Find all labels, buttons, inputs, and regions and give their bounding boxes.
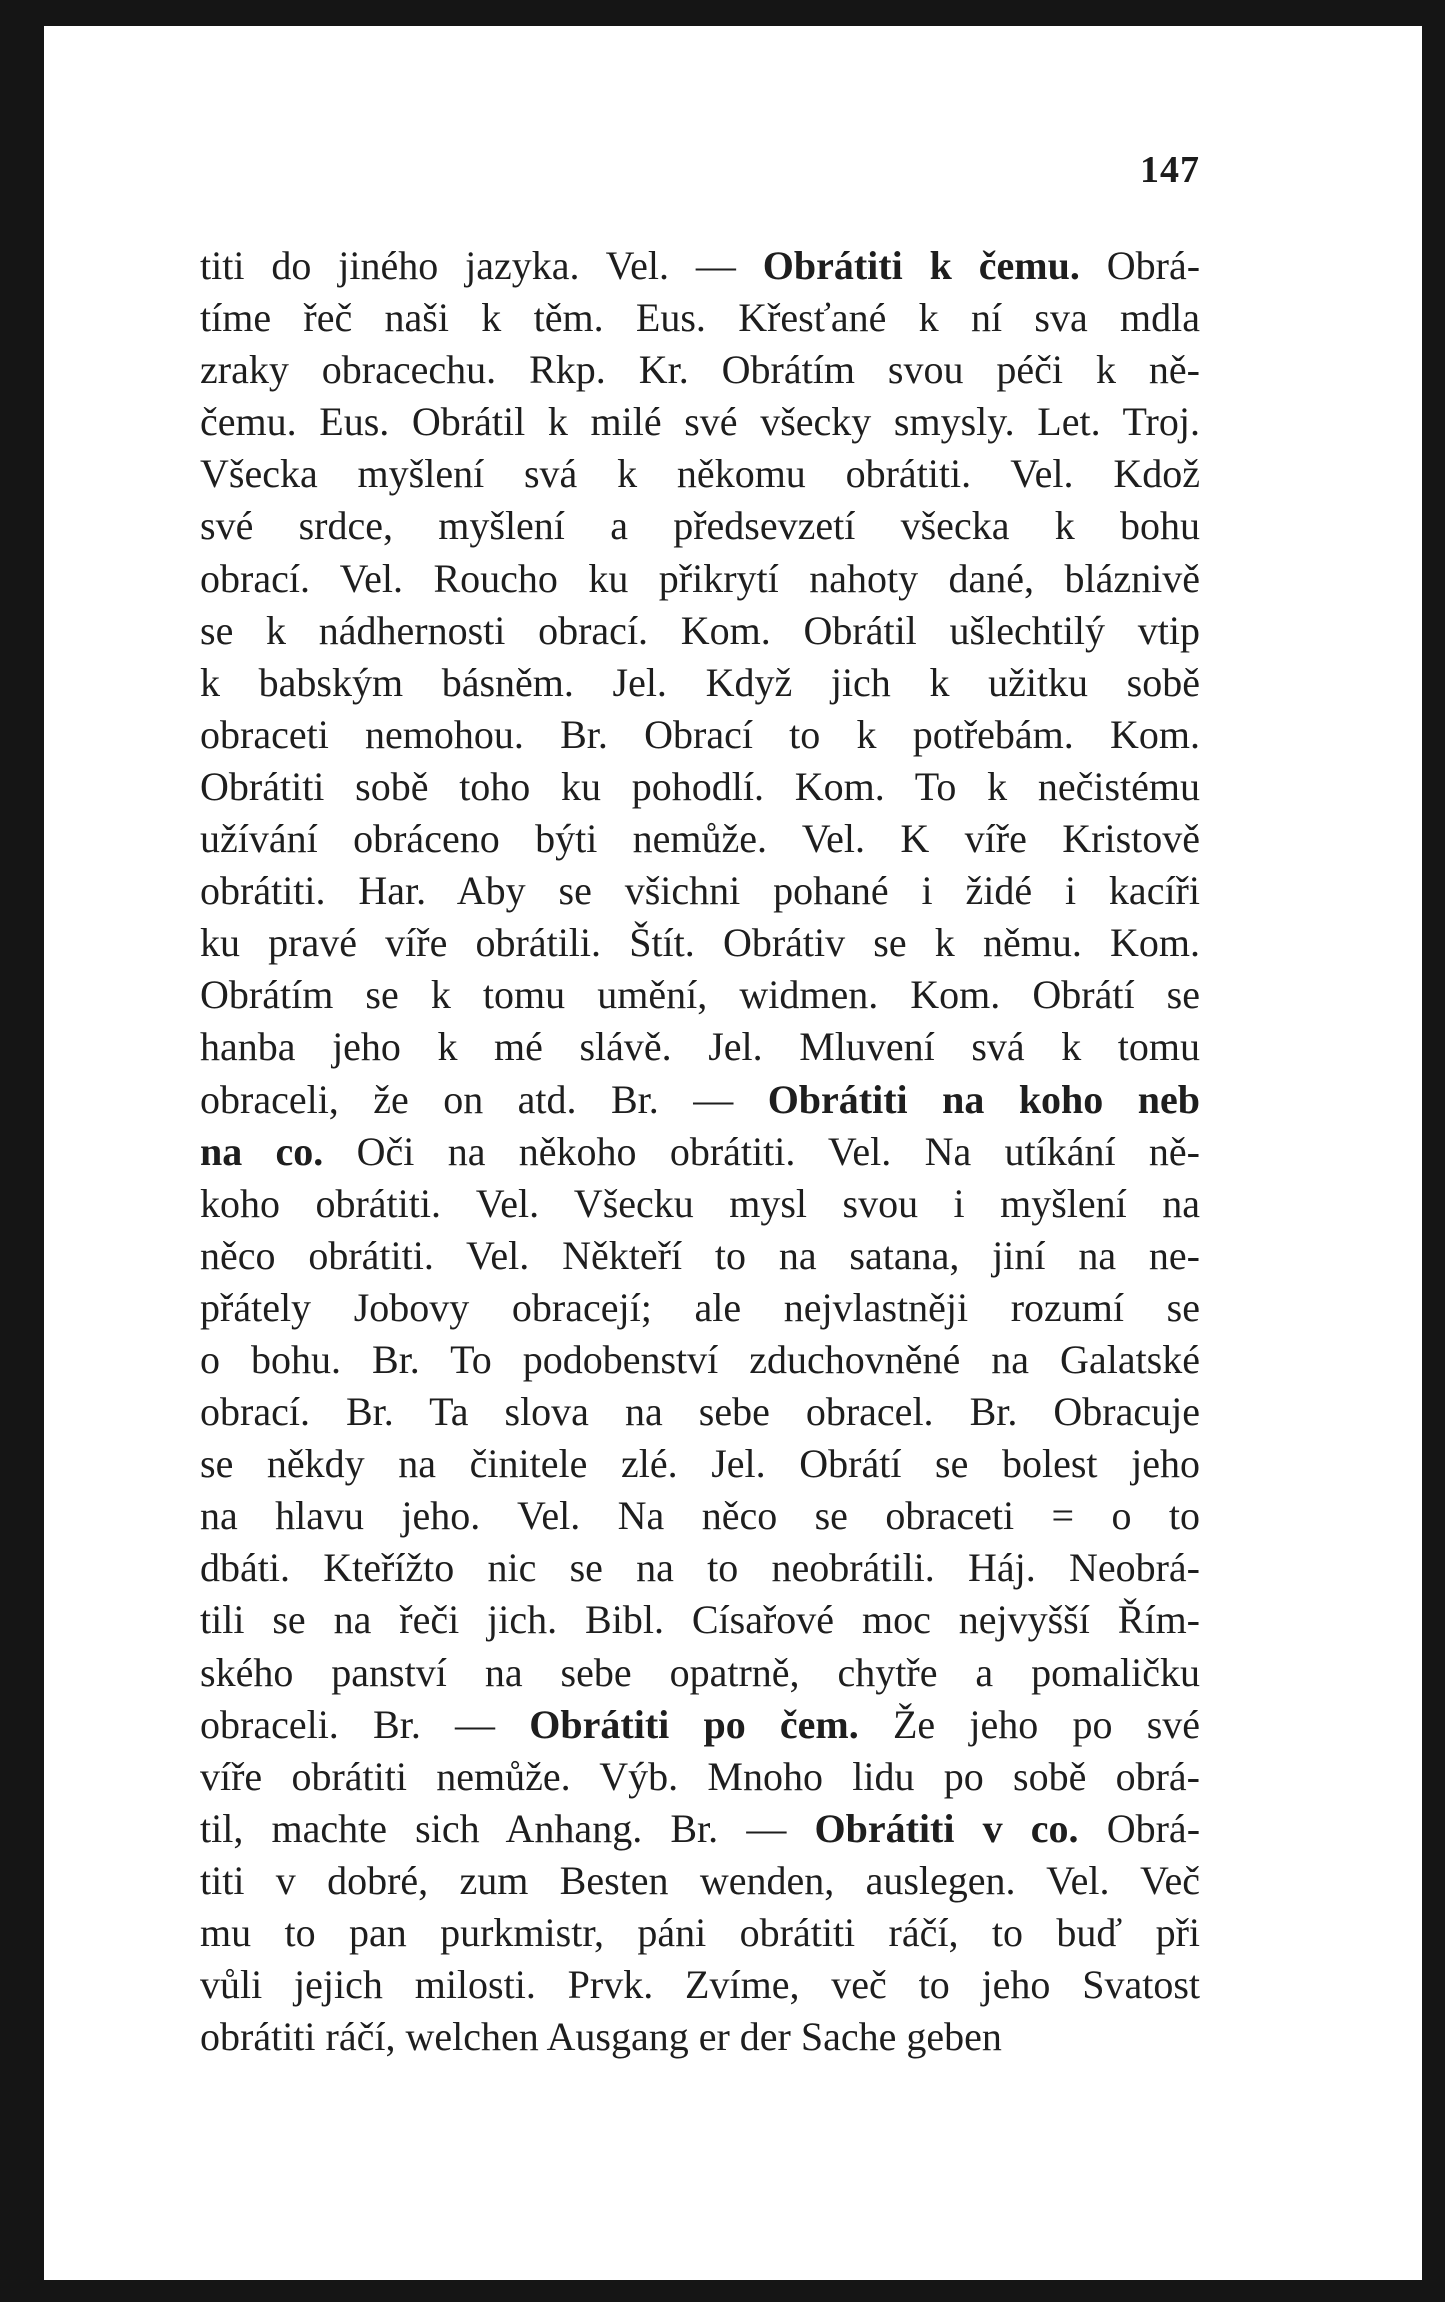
text-line	[200, 1647, 1200, 1699]
text-segment: obraceli. Br. —	[200, 1701, 530, 1747]
entry-heading: Obrátiti na koho neb	[767, 1076, 1201, 1122]
text-line	[200, 1438, 1200, 1490]
text-segment: něco obrátiti. Vel. Někteří to na satana, jiní na ne-	[200, 1232, 1200, 1278]
text-segment: Oči na někoho obrátiti. Vel. Na utíkání ně-	[323, 1128, 1200, 1174]
text-line	[200, 865, 1200, 917]
text-segment: víře obrátiti nemůže. Výb. Mnoho lidu po sobě obrá-	[200, 1753, 1200, 1799]
text-segment: na hlavu jeho. Vel. Na něco se obraceti = o to	[200, 1493, 1200, 1539]
text-line	[200, 344, 1200, 396]
text-line	[200, 1855, 1200, 1907]
text-line	[200, 1699, 1200, 1751]
text-segment: tili se na řeči jich. Bibl. Císařové moc nejvyšší Řím-	[200, 1597, 1200, 1643]
entry-heading: Obrátiti v co.	[814, 1805, 1079, 1851]
text-line	[200, 1907, 1200, 1959]
text-line	[200, 448, 1200, 500]
text-line	[200, 917, 1200, 969]
text-line	[200, 553, 1200, 605]
text-segment: titi v dobré, zum Besten wenden, auslegen. Vel. Več	[200, 1857, 1200, 1903]
text-segment: se někdy na činitele zlé. Jel. Obrátí se bolest jeho	[200, 1441, 1200, 1487]
text-segment: dbáti. Kteřížto nic se na to neobrátili. Háj. Neobrá-	[200, 1545, 1200, 1591]
text-line	[200, 969, 1200, 1021]
text-segment: ku pravé víře obrátili. Štít. Obrátiv se k němu. Kom.	[200, 920, 1200, 966]
text-line	[200, 1959, 1200, 2011]
text-segment: obrací. Br. Ta slova na sebe obracel. Br. Obracuje	[200, 1389, 1200, 1435]
text-segment: své srdce, myšlení a předsevzetí všecka k bohu	[200, 503, 1200, 549]
text-line	[200, 605, 1200, 657]
text-line	[200, 813, 1200, 865]
text-segment: obraceli, že on atd. Br. —	[200, 1076, 768, 1122]
text-segment: k babským básněm. Jel. Když jich k užitku sobě	[200, 659, 1200, 705]
text-line	[200, 1751, 1200, 1803]
text-line	[200, 709, 1200, 761]
text-line	[200, 1334, 1200, 1386]
text-segment: mu to pan purkmistr, páni obrátiti ráčí, to buď při	[200, 1910, 1200, 1955]
entry-heading: Obrátiti k čemu.	[762, 243, 1080, 288]
text-segment: užívání obráceno býti nemůže. Vel. K víře Kristově	[200, 816, 1200, 862]
text-segment: koho obrátiti. Vel. Všecku mysl svou i myšlení na	[200, 1180, 1200, 1226]
text-line	[200, 240, 1200, 292]
text-segment: hanba jeho k mé slávě. Jel. Mluvení svá k tomu	[200, 1024, 1200, 1070]
text-line	[200, 1230, 1200, 1282]
text-segment: čemu. Eus. Obrátil k milé své všecky smysly. Let. Troj.	[200, 399, 1200, 445]
entry-heading: Obrátiti po čem.	[529, 1701, 859, 1747]
text-segment: vůli jejich milosti. Prvk. Zvíme, več to jeho Svatost	[200, 1962, 1200, 2008]
text-line	[200, 761, 1200, 813]
text-segment: titi do jiného jazyka. Vel. —	[200, 243, 763, 288]
text-segment: se k nádhernosti obrací. Kom. Obrátil ušlechtilý vtip	[200, 607, 1200, 653]
text-line	[200, 1021, 1200, 1073]
text-segment: přátely Jobovy obracejí; ale nejvlastněji rozumí se	[200, 1284, 1200, 1330]
entry-heading: na co.	[200, 1128, 324, 1174]
text-line	[200, 657, 1200, 709]
text-segment: til, machte sich Anhang. Br. —	[200, 1805, 815, 1851]
text-line	[200, 1282, 1200, 1334]
body-text	[200, 240, 1200, 2063]
text-segment: obrátiti ráčí, welchen Ausgang er der Sache geben	[200, 2014, 1002, 2060]
text-segment: o bohu. Br. To podobenství zduchovněné na Galatské	[200, 1336, 1200, 1382]
text-segment: Obrátím se k tomu umění, widmen. Kom. Obrátí se	[200, 972, 1200, 1018]
text-line	[200, 1594, 1200, 1646]
page-number: 147	[1140, 149, 1200, 191]
text-line	[200, 1178, 1200, 1230]
text-line	[200, 396, 1200, 448]
text-segment: obrátiti. Har. Aby se všichni pohané i židé i kacíři	[200, 868, 1200, 914]
text-line	[200, 1542, 1200, 1594]
text-segment: Obrá-	[1079, 243, 1201, 288]
text-segment: Obrá-	[1078, 1805, 1201, 1851]
text-line	[200, 1490, 1200, 1542]
text-line	[200, 292, 1200, 344]
text-line	[200, 500, 1200, 552]
text-line	[200, 1803, 1200, 1855]
text-line	[200, 1386, 1200, 1438]
text-segment: obrací. Vel. Roucho ku přikrytí nahoty dané, bláznivě	[200, 555, 1200, 601]
text-segment: Že jeho po své	[858, 1701, 1201, 1747]
text-segment: ského panství na sebe opatrně, chytře a pomaličku	[200, 1649, 1200, 1695]
text-line	[200, 1126, 1200, 1178]
text-segment: zraky obracechu. Rkp. Kr. Obrátím svou péči k ně-	[200, 347, 1200, 393]
text-segment: Všecka myšlení svá k někomu obrátiti. Vel. Kdož	[200, 451, 1200, 497]
text-segment: tíme řeč naši k těm. Eus. Křesťané k ní sva mdla	[200, 295, 1200, 341]
text-segment: obraceti nemohou. Br. Obrací to k potřebám. Kom.	[200, 711, 1200, 757]
text-line	[200, 1074, 1200, 1126]
text-segment: Obrátiti sobě toho ku pohodlí. Kom. To k nečistému	[200, 763, 1200, 809]
text-line	[200, 2011, 1200, 2063]
